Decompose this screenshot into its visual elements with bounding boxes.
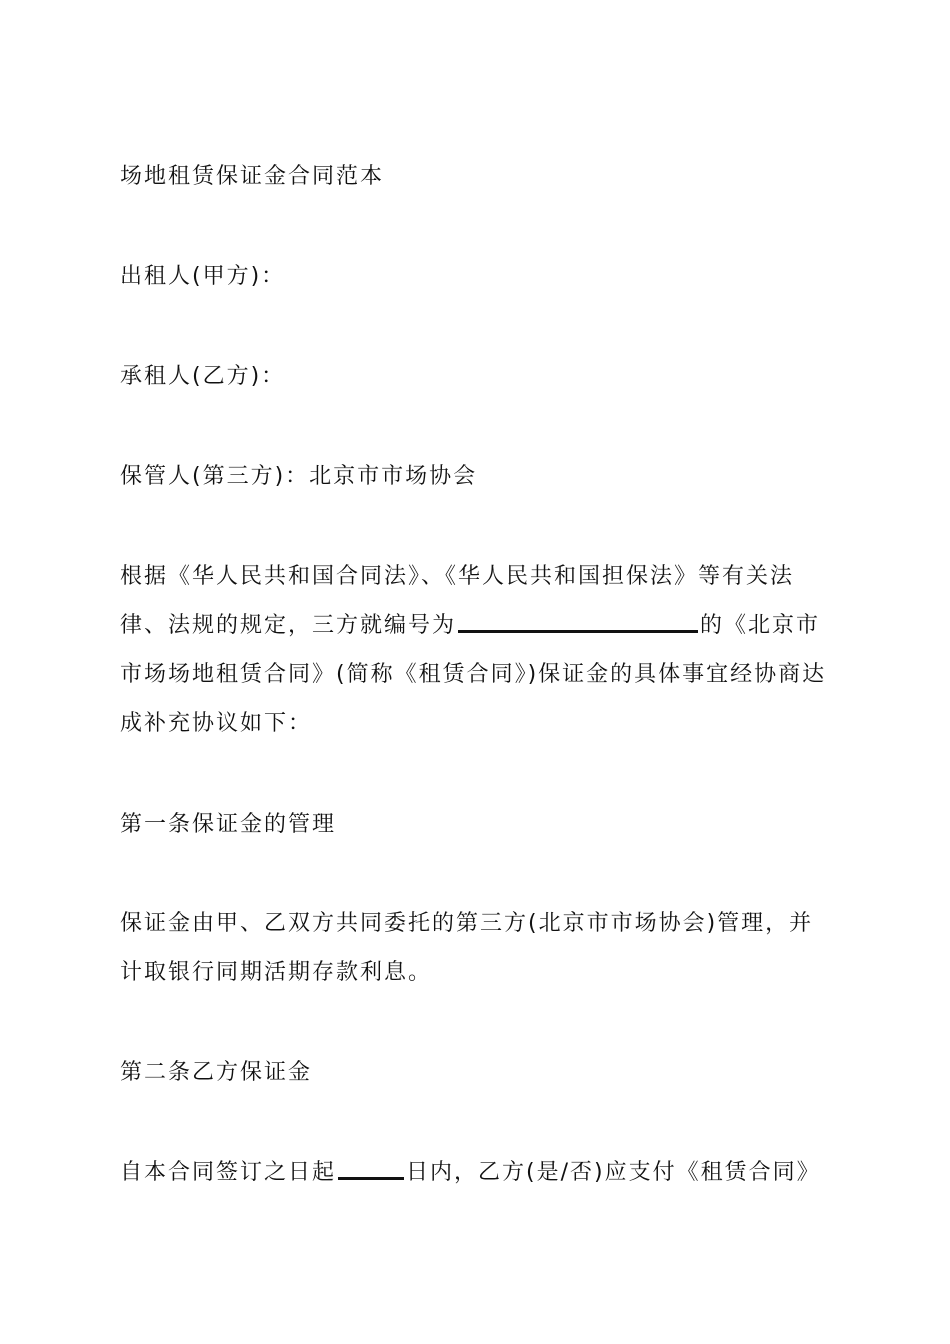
article-2-body	[120, 1148, 832, 1197]
article-2-title: 第二条乙方保证金	[120, 1060, 313, 1085]
article-2-text-part1: 自本合同签订之日起	[120, 1160, 337, 1185]
intro-text-part1: 根据《华人民共和国合同法》、《华人民共和国担保法》等有关法律、法规的规定，三方就编号为	[120, 564, 795, 638]
lessee-label: 承租人(乙方)：	[120, 364, 286, 389]
contract-number-blank	[458, 608, 698, 633]
document-title: 场地租赁保证金合同范本	[120, 164, 385, 189]
intro-text-part2: 的《北京市市场场地租赁合同》(简称《租赁合同》)保证金的具体事宜经协商达成补充协议如下：	[120, 613, 827, 736]
article-1-body: 保证金由甲、乙双方共同委托的第三方(北京市市场协会)管理，并计取银行同期活期存款利息。	[120, 911, 814, 985]
intro-paragraph	[120, 552, 832, 748]
article-1-title: 第一条保证金的管理	[120, 812, 337, 837]
article-2-text-part2: 日内，乙方(是/否)应支付《租赁合同》	[406, 1160, 821, 1185]
custodian-label: 保管人(第三方)：北京市市场协会	[120, 464, 478, 489]
days-blank	[338, 1155, 404, 1180]
lessor-label: 出租人(甲方)：	[120, 264, 286, 289]
